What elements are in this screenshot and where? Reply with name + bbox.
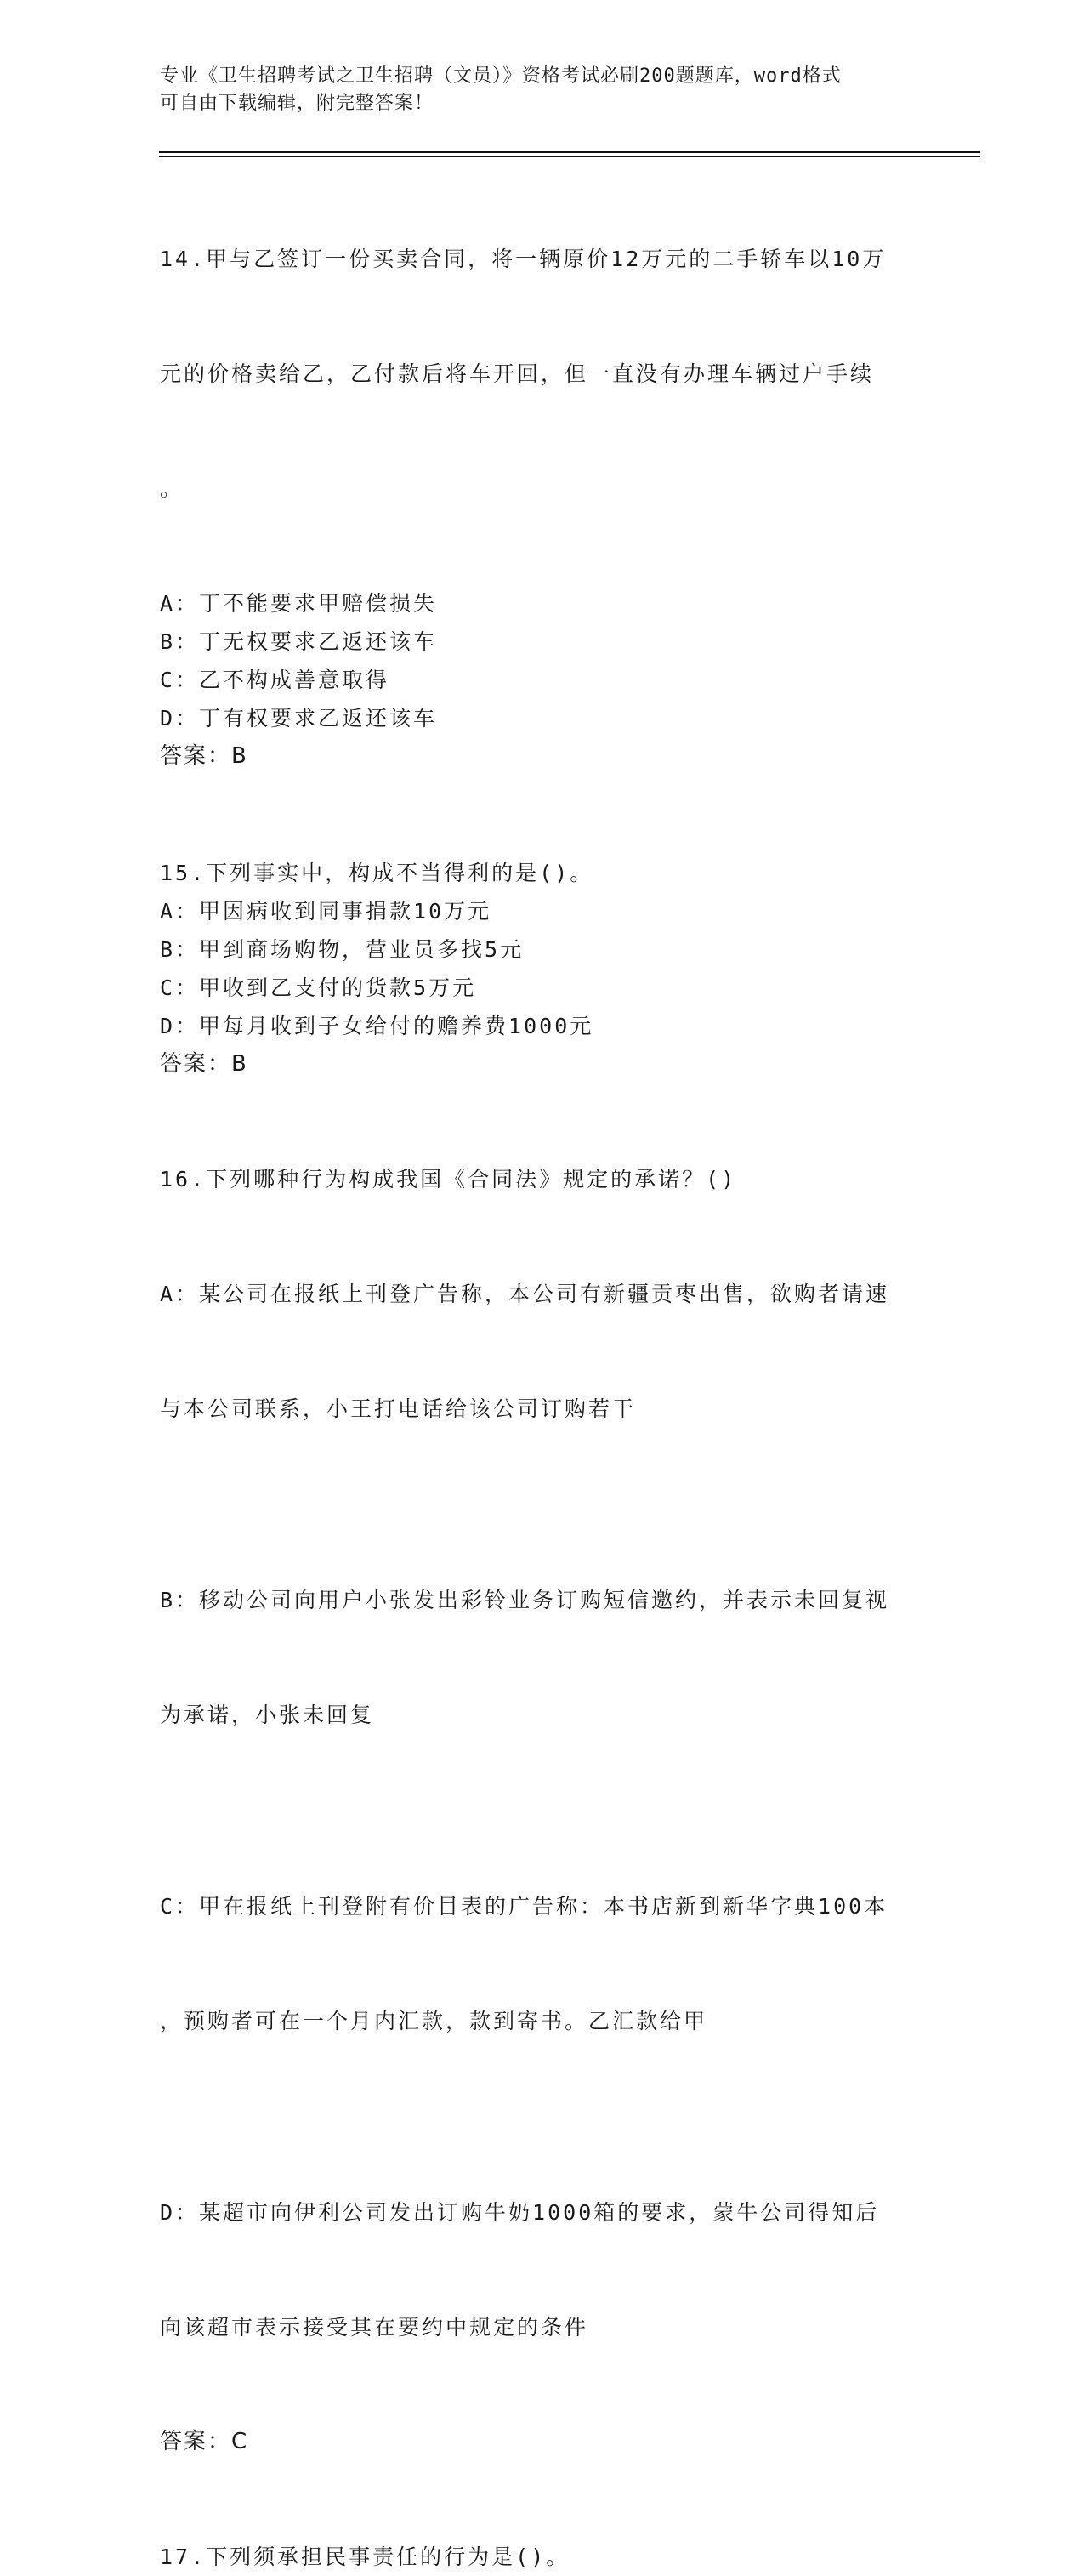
document-header [160, 63, 925, 117]
header-line-1: 专业《卫生招聘考试之卫生招聘（文员）》资格考试必刷200题题库，word格式 [160, 65, 842, 87]
question-stem: 16.下列哪种行为构成我国《合同法》规定的承诺？() [160, 1167, 737, 1191]
option-d: D：丁有权要求乙返还该车 [160, 706, 438, 731]
option-a: A：丁不能要求甲赔偿损失 [160, 591, 438, 616]
option-b: B：移动公司向用户小张发出彩铃业务订购短信邀约，并表示未回复视 为承诺，小张未回复 [160, 1588, 890, 1727]
question-15 [160, 854, 925, 1083]
answer: 答案：B [160, 1051, 248, 1077]
option-c: C：甲收到乙支付的货款5万元 [160, 975, 477, 1000]
question-list [160, 163, 925, 2576]
option-a: A：甲因病收到同事捐款10万元 [160, 899, 492, 924]
header-divider-bottom [159, 156, 980, 157]
option-b: B：甲到商场购物，营业员多找5元 [160, 937, 525, 962]
answer: 答案：C [160, 2429, 249, 2454]
question-stem: 14.甲与乙签订一份买卖合同，将一辆原价12万元的二手轿车以10万 元的价格卖给乙，乙付款后将车开回，但一直没有办理车辆过户手续 。 [160, 247, 887, 501]
option-d: D：甲每月收到子女给付的赡养费1000元 [160, 1014, 594, 1038]
answer: 答案：B [160, 743, 248, 769]
option-b: B：丁无权要求乙返还该车 [160, 629, 438, 654]
question-14 [160, 163, 925, 776]
question-16 [160, 1160, 925, 2461]
option-a: A：某公司在报纸上刊登广告称，本公司有新疆贡枣出售，欲购者请速 与本公司联系，小王打电话给该公司订购若干 [160, 1282, 890, 1421]
header-divider-top [159, 151, 980, 153]
option-c: C：乙不构成善意取得 [160, 668, 390, 692]
question-stem: 15.下列事实中，构成不当得利的是()。 [160, 861, 594, 885]
option-c: C：甲在报纸上刊登附有价目表的广告称：本书店新到新华字典100本 ，预购者可在一个月内汇款，款到寄书。乙汇款给甲 [160, 1894, 888, 2033]
option-d: D：某超市向伊利公司发出订购牛奶1000箱的要求，蒙牛公司得知后 向该超市表示接受其在要约中规定的条件 [160, 2200, 880, 2340]
header-line-2: 可自由下载编辑，附完整答案！ [160, 93, 434, 114]
question-stem: 17.下列须承担民事责任的行为是()。 [160, 2545, 570, 2569]
question-17 [160, 2538, 925, 2576]
